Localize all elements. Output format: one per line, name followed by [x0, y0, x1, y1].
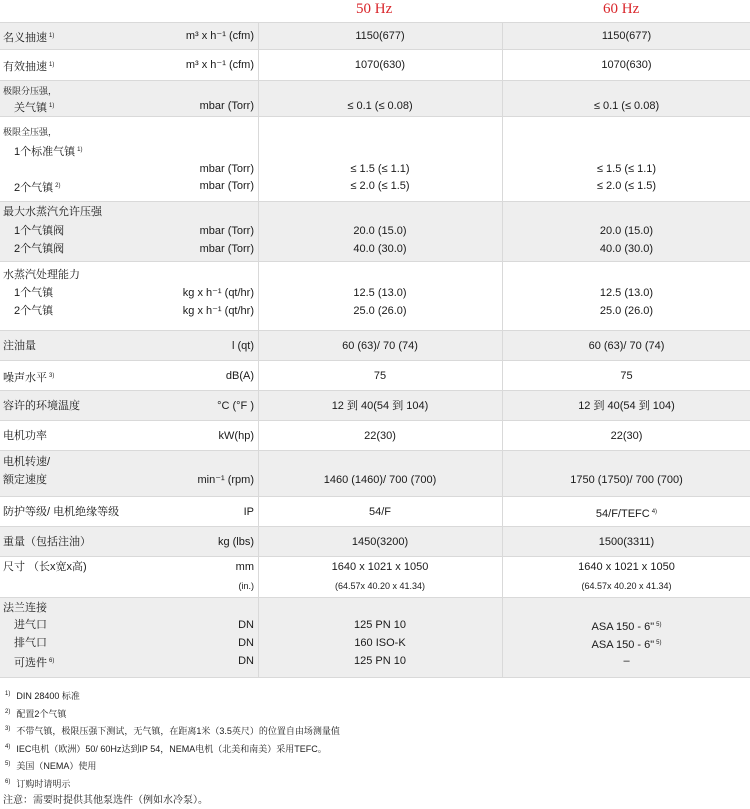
row-sublabel: [14, 654, 54, 670]
value-50hz: [258, 618, 502, 632]
footnote-ref: 1): [49, 62, 55, 68]
value-60hz-text: 1070(630): [601, 59, 652, 71]
spec-row: [0, 420, 750, 450]
row-sublabel: [14, 99, 54, 115]
row-unit-text: mbar (Torr): [199, 100, 254, 112]
value-50hz-text: 22(30): [364, 430, 396, 442]
footnote-mark: 4): [5, 743, 11, 750]
row-sublabel: [14, 242, 64, 256]
value-50hz: [258, 505, 502, 519]
footnote-ref: 2): [55, 183, 61, 189]
value-50hz-text: ≤ 2.0 (≤ 1.5): [350, 180, 410, 192]
value-50hz-text: 20.0 (15.0): [353, 225, 407, 237]
value-50hz: [258, 224, 502, 238]
value-60hz: [503, 618, 750, 634]
row-unit: [219, 429, 254, 443]
footnote: [3, 687, 340, 705]
value-50hz: [258, 304, 502, 318]
value-50hz: [258, 399, 502, 413]
value-60hz-text: 20.0 (15.0): [599, 225, 654, 237]
row-unit: [197, 473, 254, 487]
row-sublabel: [14, 618, 47, 632]
value-60hz-text: ASA 150 - 6": [591, 621, 655, 633]
value-60hz: [503, 654, 750, 668]
row-unit-text: kg x h⁻¹ (qt/hr): [182, 305, 254, 317]
footnote: [3, 740, 340, 758]
row-label: [3, 339, 36, 353]
row-unit-text: (in.): [238, 581, 254, 591]
row-unit-text: IP: [243, 506, 254, 518]
row-sublabel: [14, 224, 64, 238]
footnote: [3, 775, 340, 793]
value-60hz: [503, 162, 750, 176]
value-60hz: [503, 242, 750, 256]
row-label: [3, 58, 54, 74]
row-unit-text: mbar (Torr): [199, 163, 254, 175]
row-unit: [239, 579, 255, 593]
row-sublabel-text: 1个气镇: [14, 287, 54, 299]
value-60hz: [503, 286, 750, 300]
value-60hz: [503, 535, 750, 549]
row-unit: [200, 162, 254, 176]
footnote-ref: 1): [49, 103, 55, 109]
value-60hz: [503, 29, 750, 43]
row-sublabel: [14, 636, 47, 650]
value-60hz-text: 75: [620, 370, 633, 382]
spec-row: [0, 261, 750, 330]
row-unit-text: mbar (Torr): [199, 243, 254, 255]
value-60hz: [503, 399, 750, 413]
value-60hz-text: (64.57x 40.20 x 41.34): [581, 581, 672, 591]
footnote-text: DIN 28400 标准: [16, 691, 80, 701]
row-unit: [236, 560, 254, 574]
row-unit-text: mm: [235, 561, 254, 573]
row-label: [3, 473, 47, 487]
spec-row: [0, 49, 750, 80]
row-unit: [186, 58, 254, 72]
row-label-text: 注油量: [3, 340, 36, 352]
spec-row: [0, 496, 750, 526]
row-unit: [218, 535, 254, 549]
row-unit: [217, 399, 254, 413]
row-unit-text: kg x h⁻¹ (qt/hr): [182, 287, 254, 299]
row-unit: [200, 224, 254, 238]
spec-row: [0, 22, 750, 49]
value-50hz: [258, 99, 502, 113]
row-label: [3, 125, 57, 139]
row-label-text: 容许的环境温度: [3, 400, 80, 412]
footnotes: [3, 687, 340, 792]
row-sublabel-text: 2个气镇阀: [14, 243, 65, 255]
value-60hz: [503, 58, 750, 72]
row-unit-text: m³ x h⁻¹ (cfm): [185, 59, 254, 71]
value-60hz-text: ≤ 0.1 (≤ 0.08): [593, 100, 660, 112]
value-50hz-text: 160 ISO-K: [354, 637, 406, 649]
value-50hz: [258, 636, 502, 650]
value-50hz-text: 1070(630): [354, 59, 406, 71]
row-label-text: 额定速度: [3, 474, 47, 486]
value-50hz: [258, 58, 502, 72]
value-60hz: [503, 339, 750, 353]
row-unit-text: dB(A): [225, 370, 254, 382]
spec-row: [0, 556, 750, 597]
footnote-text: 配置2个气镇: [16, 708, 67, 719]
value-60hz-text: 22(30): [610, 430, 643, 442]
footnote-ref: 5): [656, 622, 662, 628]
row-label: [3, 601, 47, 615]
row-unit: [186, 29, 254, 43]
value-60hz-text: 60 (63)/ 70 (74): [588, 340, 665, 352]
spec-row: [0, 116, 750, 201]
value-60hz: [503, 636, 750, 652]
value-60hz-text: 1640 x 1021 x 1050: [578, 561, 675, 573]
row-unit-text: kW(hp): [218, 430, 254, 442]
spec-table: [0, 22, 750, 678]
value-50hz: [258, 473, 502, 487]
value-50hz-text: 1460 (1460)/ 700 (700): [323, 474, 437, 486]
row-unit: [244, 505, 254, 519]
footnote-ref: 1): [49, 33, 55, 39]
value-50hz-text: 40.0 (30.0): [353, 243, 407, 255]
row-label-text: 极限全压强，: [3, 127, 58, 137]
value-50hz-text: 25.0 (26.0): [353, 305, 407, 317]
row-label-text: 防护等级/ 电机绝缘等级: [3, 506, 120, 518]
row-label-text: 尺寸 （长x宽x高): [3, 561, 87, 573]
row-unit-text: kg (lbs): [217, 536, 254, 548]
value-60hz-text: 1750 (1750)/ 700 (700): [570, 474, 683, 486]
value-50hz-text: ≤ 1.5 (≤ 1.1): [350, 163, 410, 175]
value-60hz: [503, 560, 750, 574]
row-sublabel-text: 2个气镇: [14, 182, 54, 194]
row-label: [3, 429, 47, 443]
row-label: [3, 29, 54, 45]
row-sublabel-text: 可选件: [14, 657, 47, 669]
value-60hz: [503, 579, 750, 593]
row-label: [3, 505, 119, 519]
footnote: [3, 757, 340, 775]
row-sublabel-text: 1个气镇阀: [14, 225, 65, 237]
spec-row: [0, 597, 750, 677]
footnote-text: 美国（NEMA）使用: [16, 761, 97, 771]
value-50hz: [258, 179, 502, 193]
spec-row: [0, 80, 750, 116]
value-60hz: [503, 505, 750, 521]
spec-row: [0, 201, 750, 261]
value-50hz: [258, 535, 502, 549]
row-label: [3, 268, 80, 282]
row-label: [3, 535, 91, 549]
value-50hz: [258, 654, 502, 668]
value-50hz-text: 60 (63)/ 70 (74): [342, 340, 418, 352]
row-unit: [183, 304, 254, 318]
row-sublabel-text: 进气口: [14, 619, 47, 631]
row-label: [3, 84, 57, 98]
value-60hz: [503, 429, 750, 443]
footnote-ref: 5): [656, 640, 662, 646]
footnote-ref: 3): [49, 373, 55, 379]
value-60hz-text: ASA 150 - 6": [591, 639, 655, 651]
value-60hz: [503, 99, 750, 113]
footnote-ref: 1): [77, 147, 83, 153]
row-label-text: 水蒸汽处理能力: [3, 269, 80, 281]
footnote-mark: 6): [5, 778, 11, 785]
row-label: [3, 205, 102, 219]
value-60hz-text: –: [623, 655, 630, 667]
row-unit-text: DN: [238, 619, 254, 631]
value-60hz-text: 12.5 (13.0): [599, 287, 654, 299]
value-60hz-text: ≤ 2.0 (≤ 1.5): [596, 180, 657, 192]
row-label: [3, 560, 87, 574]
row-unit-text: DN: [238, 655, 254, 667]
row-sublabel-text: 1个标准气镇: [14, 146, 76, 158]
value-50hz-text: 1640 x 1021 x 1050: [331, 561, 429, 573]
value-50hz-text: 1450(3200): [351, 536, 409, 548]
footnote: [3, 705, 340, 723]
footnote-mark: 3): [5, 726, 11, 732]
row-unit: [226, 369, 254, 383]
spec-row: [0, 330, 750, 360]
value-50hz-text: (64.57x 40.20 x 41.34): [334, 581, 426, 591]
row-unit-text: l (qt): [232, 340, 254, 352]
row-label-text: 最大水蒸汽允许压强: [3, 206, 102, 218]
value-60hz: [503, 473, 750, 487]
footnote-mark: 1): [5, 691, 11, 697]
row-unit-text: min⁻¹ (rpm): [197, 474, 254, 486]
value-60hz-text: 1500(3311): [598, 536, 655, 548]
value-50hz: [258, 429, 502, 443]
value-50hz: [258, 579, 502, 593]
row-label-text: 电机功率: [3, 430, 47, 442]
row-unit: [183, 286, 254, 300]
value-60hz: [503, 224, 750, 238]
row-unit-text: m³ x h⁻¹ (cfm): [185, 30, 254, 42]
row-sublabel: [14, 304, 53, 318]
value-50hz: [258, 162, 502, 176]
footnote-ref: 4): [651, 509, 658, 515]
footnote-mark: 5): [5, 761, 11, 767]
value-50hz-text: 125 PN 10: [354, 619, 406, 631]
value-60hz: [503, 369, 750, 383]
footnote-text: 不带气镇，极限压强下测试，无气镇，在距离1米（3.5英尺）的位置自由场测量值: [16, 726, 340, 736]
footnote-mark: 2): [5, 708, 11, 715]
value-60hz-text: 54/F/TEFC: [595, 508, 650, 520]
value-50hz-text: ≤ 0.1 (≤ 0.08): [347, 100, 413, 112]
row-label-text: 噪声水平: [3, 372, 47, 384]
row-label: [3, 369, 54, 385]
remark-note: 注意：需要时提供其他泵选件（例如水冷泵）。: [3, 795, 208, 806]
row-label: [3, 455, 50, 469]
table-bottom-border: [0, 677, 750, 678]
row-unit: [200, 99, 254, 113]
value-60hz-text: 12 到 40(54 到 104): [578, 400, 675, 412]
row-sublabel-text: 2个气镇: [14, 305, 54, 317]
value-50hz: [258, 369, 502, 383]
row-sublabel-text: 关气镇: [14, 102, 47, 114]
value-50hz-text: 54/F: [368, 506, 391, 518]
value-50hz-text: 12.5 (13.0): [353, 287, 407, 299]
value-50hz-text: 125 PN 10: [354, 655, 406, 667]
row-unit: [238, 636, 254, 650]
row-unit: [238, 618, 254, 632]
value-50hz-text: 1150(677): [355, 30, 405, 42]
value-60hz: [503, 304, 750, 318]
row-sublabel: [14, 286, 53, 300]
value-50hz: [258, 29, 502, 43]
value-50hz: [258, 560, 502, 574]
footnote-text: 订购时请明示: [16, 778, 71, 789]
spec-row: [0, 450, 750, 496]
row-unit: [232, 339, 254, 353]
value-60hz-text: ≤ 1.5 (≤ 1.1): [596, 163, 657, 175]
value-50hz: [258, 286, 502, 300]
value-60hz-text: 40.0 (30.0): [599, 243, 654, 255]
header-60hz: 60 Hz: [603, 1, 640, 17]
header-50hz: 50 Hz: [356, 1, 393, 17]
row-sublabel: [14, 143, 82, 159]
row-label-text: 有效抽速: [3, 61, 47, 73]
row-label: [3, 399, 80, 413]
row-unit-text: DN: [238, 637, 254, 649]
row-unit: [238, 654, 254, 668]
row-label-text: 法兰连接: [3, 602, 47, 614]
row-unit-text: °C (°F ): [217, 400, 254, 412]
row-label-text: 名义抽速: [3, 32, 47, 44]
value-50hz-text: 12 到 40(54 到 104): [331, 400, 429, 412]
row-unit-text: mbar (Torr): [199, 225, 254, 237]
row-label-text: 电机转速/: [3, 456, 51, 468]
row-unit-text: mbar (Torr): [199, 180, 254, 192]
footnote: [3, 722, 340, 740]
row-sublabel: [14, 179, 60, 195]
value-60hz: [503, 179, 750, 193]
value-60hz-text: 25.0 (26.0): [599, 305, 654, 317]
value-50hz: [258, 339, 502, 353]
value-50hz: [258, 242, 502, 256]
row-label-text: 极限分压强，: [3, 86, 58, 96]
spec-row: [0, 526, 750, 556]
footnote-ref: 6): [49, 658, 55, 664]
value-60hz-text: 1150(677): [601, 30, 652, 42]
row-unit: [200, 242, 254, 256]
spec-row: [0, 360, 750, 390]
row-label-text: 重量（包括注油）: [3, 536, 91, 548]
value-50hz-text: 75: [373, 370, 387, 382]
row-sublabel-text: 排气口: [14, 637, 47, 649]
footnote-text: IEC电机（欧洲）50/ 60Hz达到IP 54，NEMA电机（北美和南美）采用TEFC。: [16, 743, 327, 754]
row-unit: [200, 179, 254, 193]
spec-row: [0, 390, 750, 420]
